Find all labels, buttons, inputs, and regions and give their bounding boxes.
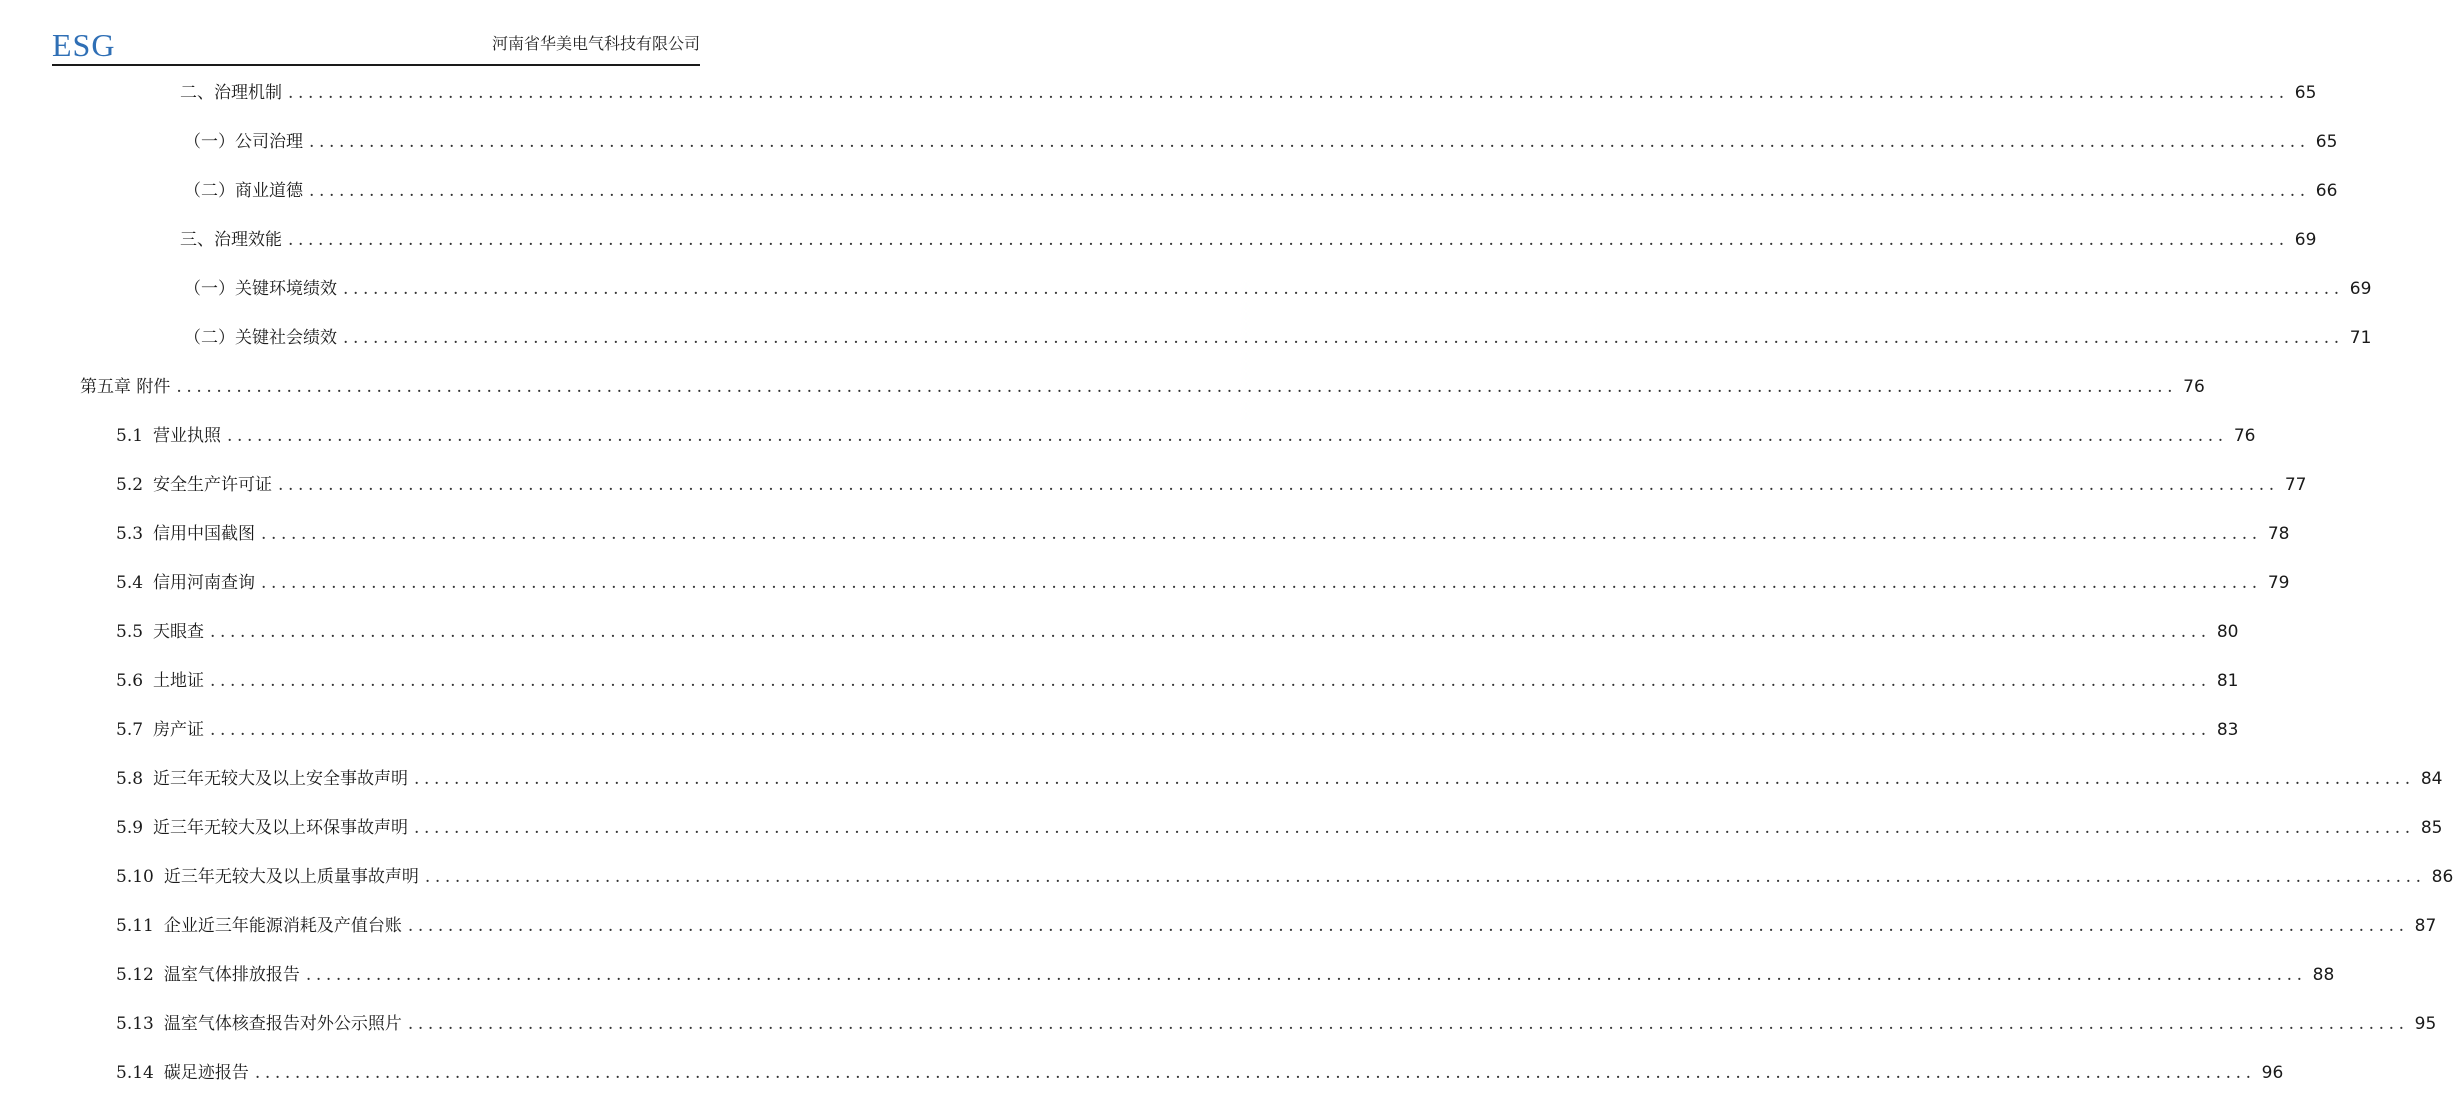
toc-entry[interactable] [116,715,2239,745]
toc-entry-page: 71 [2349,328,2372,348]
toc-entry-title: （二）商业道德 [184,181,303,201]
toc-leader-dots: ........................................................................................................................................................................................................ [176,377,2178,397]
toc-entry-title: 近三年无较大及以上质量事故声明 [163,867,419,887]
toc-entry-title: 房产证 [153,720,205,740]
toc-entry-number: 5.13 [116,1014,154,1034]
toc-leader-dots: ........................................................................................................................................................................................................ [210,671,2211,691]
toc-entry-page: 83 [2216,720,2239,740]
toc-leader-dots: ........................................................................................................................................................................................................ [288,230,2289,250]
toc-entry-page: 78 [2267,524,2290,544]
toc-entry[interactable] [80,372,2205,402]
toc-entry-number: 5.7 [116,720,144,740]
toc-entry-page: 69 [2294,230,2317,250]
toc-entry-label [116,715,204,745]
toc-leader-dots: ........................................................................................................................................................................................................ [343,328,2344,348]
toc-entry-title: 土地证 [153,671,205,691]
toc-entry-title: 近三年无较大及以上安全事故声明 [153,769,409,789]
toc-entry-title: 营业执照 [153,426,222,446]
toc-entry-number: 5.5 [116,622,144,642]
toc-entry-page: 65 [2315,132,2338,152]
toc-leader-dots: ........................................................................................................................................................................................................ [288,83,2289,103]
toc-entry-title: 温室气体核查报告对外公示照片 [163,1014,402,1034]
toc-entry-number: 5.11 [116,916,154,936]
toc-entry-page: 65 [2294,83,2317,103]
toc-entry-page: 84 [2420,769,2443,789]
toc-entry-number: 5.3 [116,524,144,544]
toc-entry[interactable] [180,78,2317,108]
toc-leader-dots: ........................................................................................................................................................................................................ [261,524,2262,544]
toc-entry-label [116,1058,249,1088]
toc-entry-number: 5.9 [116,818,144,838]
toc-entry-label [180,78,282,108]
page-header [52,22,700,66]
toc-entry[interactable] [116,617,2239,647]
toc-entry-page: 80 [2216,622,2239,642]
toc-entry[interactable] [116,911,2437,941]
toc-entry[interactable] [116,862,2453,892]
toc-leader-dots: ........................................................................................................................................................................................................ [210,720,2211,740]
toc-entry-page: 88 [2312,965,2335,985]
toc-entry-title: 安全生产许可证 [153,475,273,495]
toc-entry-number: 5.6 [116,671,144,691]
toc-entry[interactable] [116,1009,2437,1039]
toc-leader-dots: ........................................................................................................................................................................................................ [343,279,2344,299]
toc-entry[interactable] [180,225,2317,255]
toc-entry-number: 5.4 [116,573,144,593]
toc-entry-title: 三、治理效能 [180,230,282,250]
toc-entry-page: 81 [2216,671,2239,691]
toc-leader-dots: ........................................................................................................................................................................................................ [210,622,2211,642]
toc-entry-page: 66 [2315,181,2338,201]
toc-entry-label [184,127,303,157]
toc-entry-number: 5.2 [116,475,144,495]
toc-entry-number: 5.1 [116,426,144,446]
toc-entry-label [184,176,303,206]
toc-leader-dots: ........................................................................................................................................................................................................ [278,475,2279,495]
toc-entry-page: 77 [2284,475,2307,495]
toc-entry[interactable] [184,323,2372,353]
toc-entry[interactable] [116,519,2290,549]
toc-entry[interactable] [116,470,2307,500]
toc-entry-label [116,813,408,843]
toc-entry-label [80,372,170,402]
toc-entry[interactable] [116,813,2443,843]
toc-entry-title: 第五章 附件 [80,377,171,397]
toc-entry-label [116,617,204,647]
toc-entry-page: 95 [2414,1014,2437,1034]
toc-leader-dots: ........................................................................................................................................................................................................ [424,867,2426,887]
toc-entry-label [184,323,337,353]
toc-leader-dots: ........................................................................................................................................................................................................ [309,132,2310,152]
toc-leader-dots: ........................................................................................................................................................................................................ [309,181,2310,201]
toc-entry-title: 碳足迹报告 [163,1063,249,1083]
toc-entry-label [116,960,300,990]
company-name: 河南省华美电气科技有限公司 [491,34,700,53]
toc-leader-dots: ........................................................................................................................................................................................................ [254,1063,2256,1083]
toc-entry-page: 85 [2420,818,2443,838]
toc-entry[interactable] [184,127,2338,157]
toc-entry-label [116,568,255,598]
toc-entry-label [116,470,272,500]
toc-entry-label [116,519,255,549]
toc-entry[interactable] [184,274,2372,304]
toc-entry-number: 5.10 [116,867,154,887]
toc-entry[interactable] [116,421,2256,451]
toc-entry[interactable] [184,176,2338,206]
toc-leader-dots: ........................................................................................................................................................................................................ [305,965,2307,985]
toc-entry-label [180,225,282,255]
toc-entry-label [184,274,337,304]
toc-entry[interactable] [116,1058,2284,1088]
toc-entry-label [116,421,221,451]
toc-entry-title: 天眼查 [153,622,205,642]
toc-entry-label [116,764,408,794]
toc-entry[interactable] [116,764,2443,794]
toc-leader-dots: ........................................................................................................................................................................................................ [407,916,2409,936]
toc-entry-page: 87 [2414,916,2437,936]
toc-entry-title: （一）公司治理 [184,132,303,152]
toc-entry-title: 近三年无较大及以上环保事故声明 [153,818,409,838]
toc-leader-dots: ........................................................................................................................................................................................................ [414,818,2415,838]
toc-entry-page: 76 [2233,426,2256,446]
toc-entry-page: 86 [2431,867,2453,887]
esg-logo: ESG [52,27,116,63]
toc-entry-title: 企业近三年能源消耗及产值台账 [163,916,402,936]
toc-leader-dots: ........................................................................................................................................................................................................ [227,426,2228,446]
toc-entry-page: 69 [2349,279,2372,299]
toc-entry-page: 96 [2261,1063,2284,1083]
toc-entry-number: 5.12 [116,965,154,985]
toc-entry[interactable] [116,568,2290,598]
toc-entry[interactable] [116,960,2335,990]
toc-entry-label [116,862,419,892]
toc-entry-page: 76 [2183,377,2205,397]
toc-entry-number: 5.8 [116,769,144,789]
toc-entry-title: 信用中国截图 [153,524,256,544]
toc-entry-title: （二）关键社会绩效 [184,328,337,348]
toc-entry-title: 温室气体排放报告 [163,965,300,985]
toc-entry-title: 二、治理机制 [180,83,282,103]
toc-entry-number: 5.14 [116,1063,154,1083]
toc-entry-title: （一）关键环境绩效 [184,279,337,299]
toc-entry-label [116,911,402,941]
toc-entry-title: 信用河南查询 [153,573,256,593]
toc-entry-label [116,666,204,696]
toc-entry[interactable] [116,666,2239,696]
toc-leader-dots: ........................................................................................................................................................................................................ [407,1014,2409,1034]
toc-entry-label [116,1009,402,1039]
toc-leader-dots: ........................................................................................................................................................................................................ [414,769,2415,789]
toc-leader-dots: ........................................................................................................................................................................................................ [261,573,2262,593]
toc-entry-page: 79 [2267,573,2290,593]
